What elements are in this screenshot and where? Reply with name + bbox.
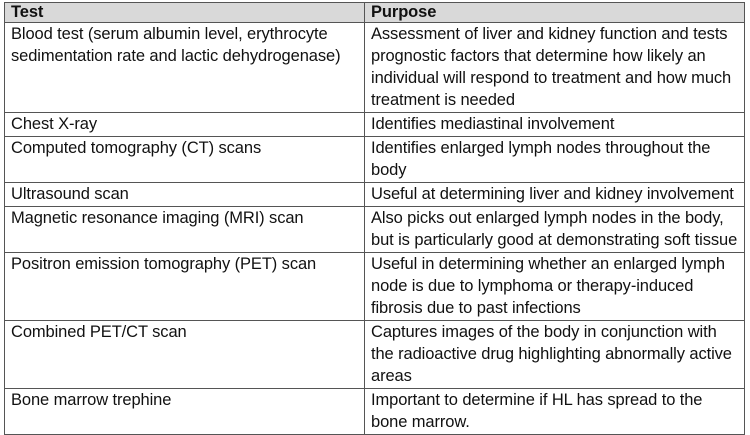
column-header-purpose: Purpose: [365, 3, 745, 23]
tests-table: [4, 2, 745, 435]
test-cell: Chest X-ray: [5, 113, 365, 137]
purpose-cell: Useful in determining whether an enlarged lymph node is due to lymphoma or therapy-induced fibrosis due to past infections: [365, 253, 745, 321]
test-cell: Positron emission tomography (PET) scan: [5, 253, 365, 321]
purpose-cell: Identifies mediastinal involvement: [365, 113, 745, 137]
test-cell: Combined PET/CT scan: [5, 321, 365, 389]
column-header-test: Test: [5, 3, 365, 23]
purpose-cell: Important to determine if HL has spread to the bone marrow.: [365, 389, 745, 435]
purpose-cell: Also picks out enlarged lymph nodes in the body, but is particularly good at demonstrating soft tissue: [365, 207, 745, 253]
table-row: [5, 253, 745, 321]
test-cell: Computed tomography (CT) scans: [5, 137, 365, 183]
table-row: [5, 113, 745, 137]
test-cell: Ultrasound scan: [5, 183, 365, 207]
test-cell: Blood test (serum albumin level, erythrocyte sedimentation rate and lactic dehydrogenase): [5, 23, 365, 113]
table-row: [5, 321, 745, 389]
table-row: [5, 137, 745, 183]
table-row: [5, 23, 745, 113]
table-header-row: [5, 3, 745, 23]
purpose-cell: Identifies enlarged lymph nodes throughout the body: [365, 137, 745, 183]
purpose-cell: Captures images of the body in conjunction with the radioactive drug highlighting abnormally active areas: [365, 321, 745, 389]
purpose-cell: Assessment of liver and kidney function and tests prognostic factors that determine how likely an individual will respond to treatment and how much treatment is needed: [365, 23, 745, 113]
table-row: [5, 389, 745, 435]
test-cell: Bone marrow trephine: [5, 389, 365, 435]
test-cell: Magnetic resonance imaging (MRI) scan: [5, 207, 365, 253]
table-row: [5, 207, 745, 253]
table-row: [5, 183, 745, 207]
purpose-cell: Useful at determining liver and kidney involvement: [365, 183, 745, 207]
